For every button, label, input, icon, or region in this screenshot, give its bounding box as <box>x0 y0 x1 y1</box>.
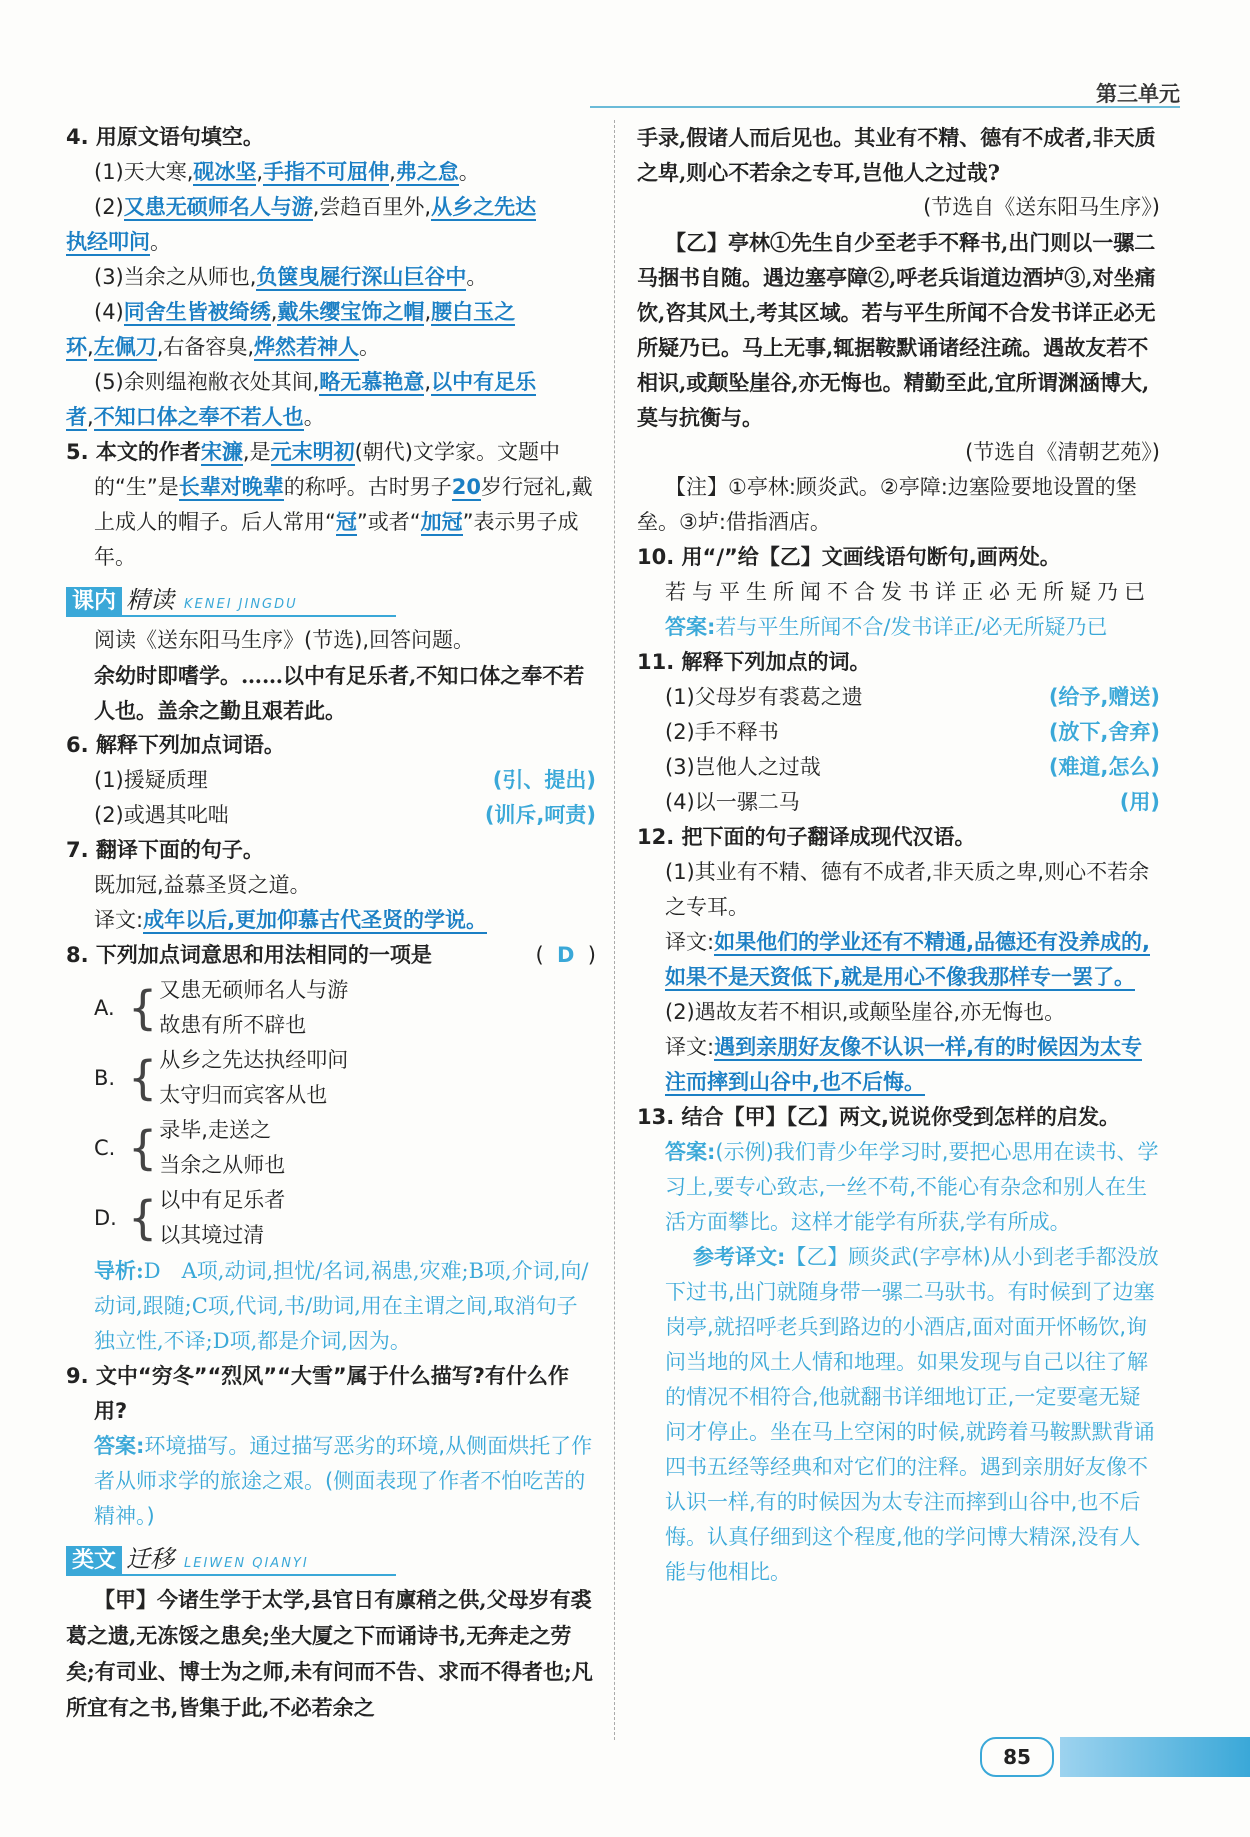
reading-instruction: 阅读《送东阳马生序》(节选),回答问题。 <box>94 628 475 652</box>
q11-stem: 11. 解释下列加点的词。 <box>637 650 871 674</box>
q4-line1: (1)天大寒,砚冰坚,手指不可屈伸,弗之怠。 <box>94 160 480 184</box>
q4-stem: 4. 用原文语句填空。 <box>66 125 264 149</box>
q6-item1: (1)援疑质理 (引、提出) <box>94 768 596 792</box>
q12-answer1: 译文:如果他们的学业还有不精通,品德还有没养成的,如果不是天资低下,就是用心不像我那样专一罢了。 <box>665 930 1151 989</box>
q11-item2: (2)手不释书 (放下,舍弃) <box>665 720 1160 744</box>
q8-option-d: D. { 以中有足乐者 以其境过清 <box>94 1188 286 1247</box>
q8-stem: 8. 下列加点词意思和用法相同的一项是 ( D ) <box>66 943 596 967</box>
q4-line2: (2)又患无硕师名人与游,尝趋百里外,从乡之先达 执经叩问。 <box>66 195 537 254</box>
section-title: 迁移 <box>126 1545 175 1573</box>
q8-option-a: A. { 又患无硕师名人与游 故患有所不辟也 <box>94 978 349 1037</box>
q13-answer: 答案:(示例)我们青少年学习时,要把心思用在读书、学习上,要专心致志,一丝不苟,不能心有杂念和别人在生活方面攀比。这样才能学有所获,学有所成。 <box>665 1140 1159 1234</box>
source-jia: (节选自《送东阳马生序》) <box>923 195 1160 219</box>
header-rule <box>590 106 1180 108</box>
section-badge: 类文 <box>66 1546 122 1576</box>
section-title: 精读 <box>126 586 175 614</box>
q11-item1: (1)父母岁有裘葛之遗 (给予,赠送) <box>665 685 1160 709</box>
q11-item3: (3)岂他人之过哉 (难道,怎么) <box>665 755 1160 779</box>
source-yi: (节选自《清朝艺苑》) <box>965 440 1160 464</box>
section-rule <box>66 1574 396 1576</box>
q7-answer: 译文:成年以后,更加仰慕古代圣贤的学说。 <box>94 908 488 932</box>
unit-title: 第三单元 <box>1096 82 1180 106</box>
q4-line4: (4)同舍生皆被绮绣,戴朱缨宝饰之帽,腰白玉之 环,左佩刀,右备容臭,烨然若神人。 <box>66 300 516 359</box>
q13-stem: 13. 结合【甲】【乙】两文,说说你受到怎样的启发。 <box>637 1105 1120 1129</box>
page-number: 85 <box>980 1737 1054 1777</box>
section-header-keneijingdu <box>66 583 596 617</box>
q12-answer2: 译文:遇到亲朋好友像不认识一样,有的时候因为太专注而摔到山谷中,也不后悔。 <box>665 1035 1143 1094</box>
annotation-note: 【注】①亭林:顾炎武。②亭障:边塞险要地设置的堡垒。③垆:借指酒店。 <box>637 475 1137 534</box>
q10-stem: 10. 用“/”给【乙】文画线语句断句,画两处。 <box>637 545 1061 569</box>
right-column <box>637 120 1160 1590</box>
q8-explanation: 导析:D A项,动词,担忧/名词,祸患,灾难;B项,介词,向/动词,跟随;C项,代词,书/助词,用在主谓之间,取消句子独立性,不译;D项,都是介词,因为。 <box>94 1258 589 1353</box>
section-header-leiwenqianyi <box>66 1542 596 1576</box>
q4-line3: (3)当余之从师也,负箧曳屣行深山巨谷中。 <box>94 265 488 289</box>
section-badge: 课内 <box>66 587 122 617</box>
q8-option-b: B. { 从乡之先达执经叩问 太守归而宾客从也 <box>94 1048 349 1107</box>
q10-answer: 答案:若与平生所闻不合/发书详正/必无所疑乃已 <box>665 615 1108 639</box>
q12-sentence1: (1)其业有不精、德有不成者,非天质之卑,则心不若余之专耳。 <box>665 860 1150 919</box>
section-pinyin: LEIWEN QIANYI <box>184 1556 309 1571</box>
q9-answer: 答案:环境描写。通过描写恶劣的环境,从侧面烘托了作者从师求学的旅途之艰。(侧面表现了作者不怕吃苦的精神。) <box>94 1434 593 1528</box>
q5: 5. 本文的作者宋濂,是元末明初(朝代)文学家。文题中的“生”是长辈对晚辈的称呼。古时男子20岁行冠礼,戴上成人的帽子。后人常用“冠”或者“加冠”表示男子成年。 <box>66 440 593 569</box>
q11-item4: (4)以一骡二马 (用) <box>665 790 1160 814</box>
q6-item2: (2)或遇其叱咄 (训斥,呵责) <box>94 803 596 827</box>
q12-sentence2: (2)遇故友若不相识,或颠坠崖谷,亦无悔也。 <box>665 1000 1066 1024</box>
q12-stem: 12. 把下面的句子翻译成现代汉语。 <box>637 825 976 849</box>
section-rule <box>66 615 396 617</box>
section-pinyin: KENEI JINGDU <box>184 597 298 612</box>
column-divider <box>614 120 615 1740</box>
reading-passage: 余幼时即嗜学。……以中有足乐者,不知口体之奉不若人也。盖余之勤且艰若此。 <box>94 663 585 723</box>
passage-jia: 【甲】今诸生学于太学,县官日有廪稍之供,父母岁有裘葛之遗,无冻馁之患矣;坐大厦之下而诵诗书,无奔走之劳矣;有司业、博士为之师,未有问而不告、求而不得者也;凡所宜有之书,皆集于此,不必若余之 <box>66 1587 593 1720</box>
q10-source: 若与平生所闻不合发书详正必无所疑乃已 <box>665 580 1151 604</box>
left-column <box>66 120 596 1726</box>
q4-line5: (5)余则缊袍敝衣处其间,略无慕艳意,以中有足乐 者,不知口体之奉不若人也。 <box>66 370 537 429</box>
q8-option-c: C. { 录毕,走送之 当余之从师也 <box>94 1118 286 1177</box>
q7-stem: 7. 翻译下面的句子。 <box>66 838 264 862</box>
passage-jia-continued: 手录,假诸人而后见也。其业有不精、德有不成者,非天质之卑,则心不若余之专耳,岂他人之过哉? <box>637 125 1156 185</box>
reference-translation: 参考译文:【乙】顾炎武(字亭林)从小到老手都没放下过书,出门就随身带一骡二马驮书。有时候到了边塞岗亭,就招呼老兵到路边的小酒店,面对面开怀畅饮,询问当地的风土人情和地理。如果发现与自己以往了解的情况不相符合,他就翻书详细地订正,一定要毫无疑问才停止。坐在马上空闲的时候,就跨着马鞍默默背诵四书五经等经典和对它们的注释。遇到亲朋好友像不认识一样,有的时候因为太专注而摔到山谷中,也不后悔。认真仔细到这个程度,他的学问博大精深,没有人能与他相比。 <box>665 1245 1159 1584</box>
passage-yi: 【乙】亭林①先生自少至老手不释书,出门则以一骡二马捆书自随。遇边塞亭障②,呼老兵诣道边酒垆③,对坐痛饮,咨其风土,考其区域。若与平生所闻不合发书详正必无所疑乃已。马上无事,辄据鞍默诵诸经注疏。遇故友若不相识,或颠坠崖谷,亦无悔也。精勤至此,宜所谓渊涵博大,莫与抗衡与。 <box>637 230 1156 430</box>
q7-source: 既加冠,益慕圣贤之道。 <box>94 873 311 897</box>
q6-stem: 6. 解释下列加点词语。 <box>66 733 285 757</box>
q9-stem: 9. 文中“穷冬”“烈风”“大雪”属于什么描写?有什么作用? <box>66 1364 569 1423</box>
page-number-bar <box>1060 1737 1250 1777</box>
